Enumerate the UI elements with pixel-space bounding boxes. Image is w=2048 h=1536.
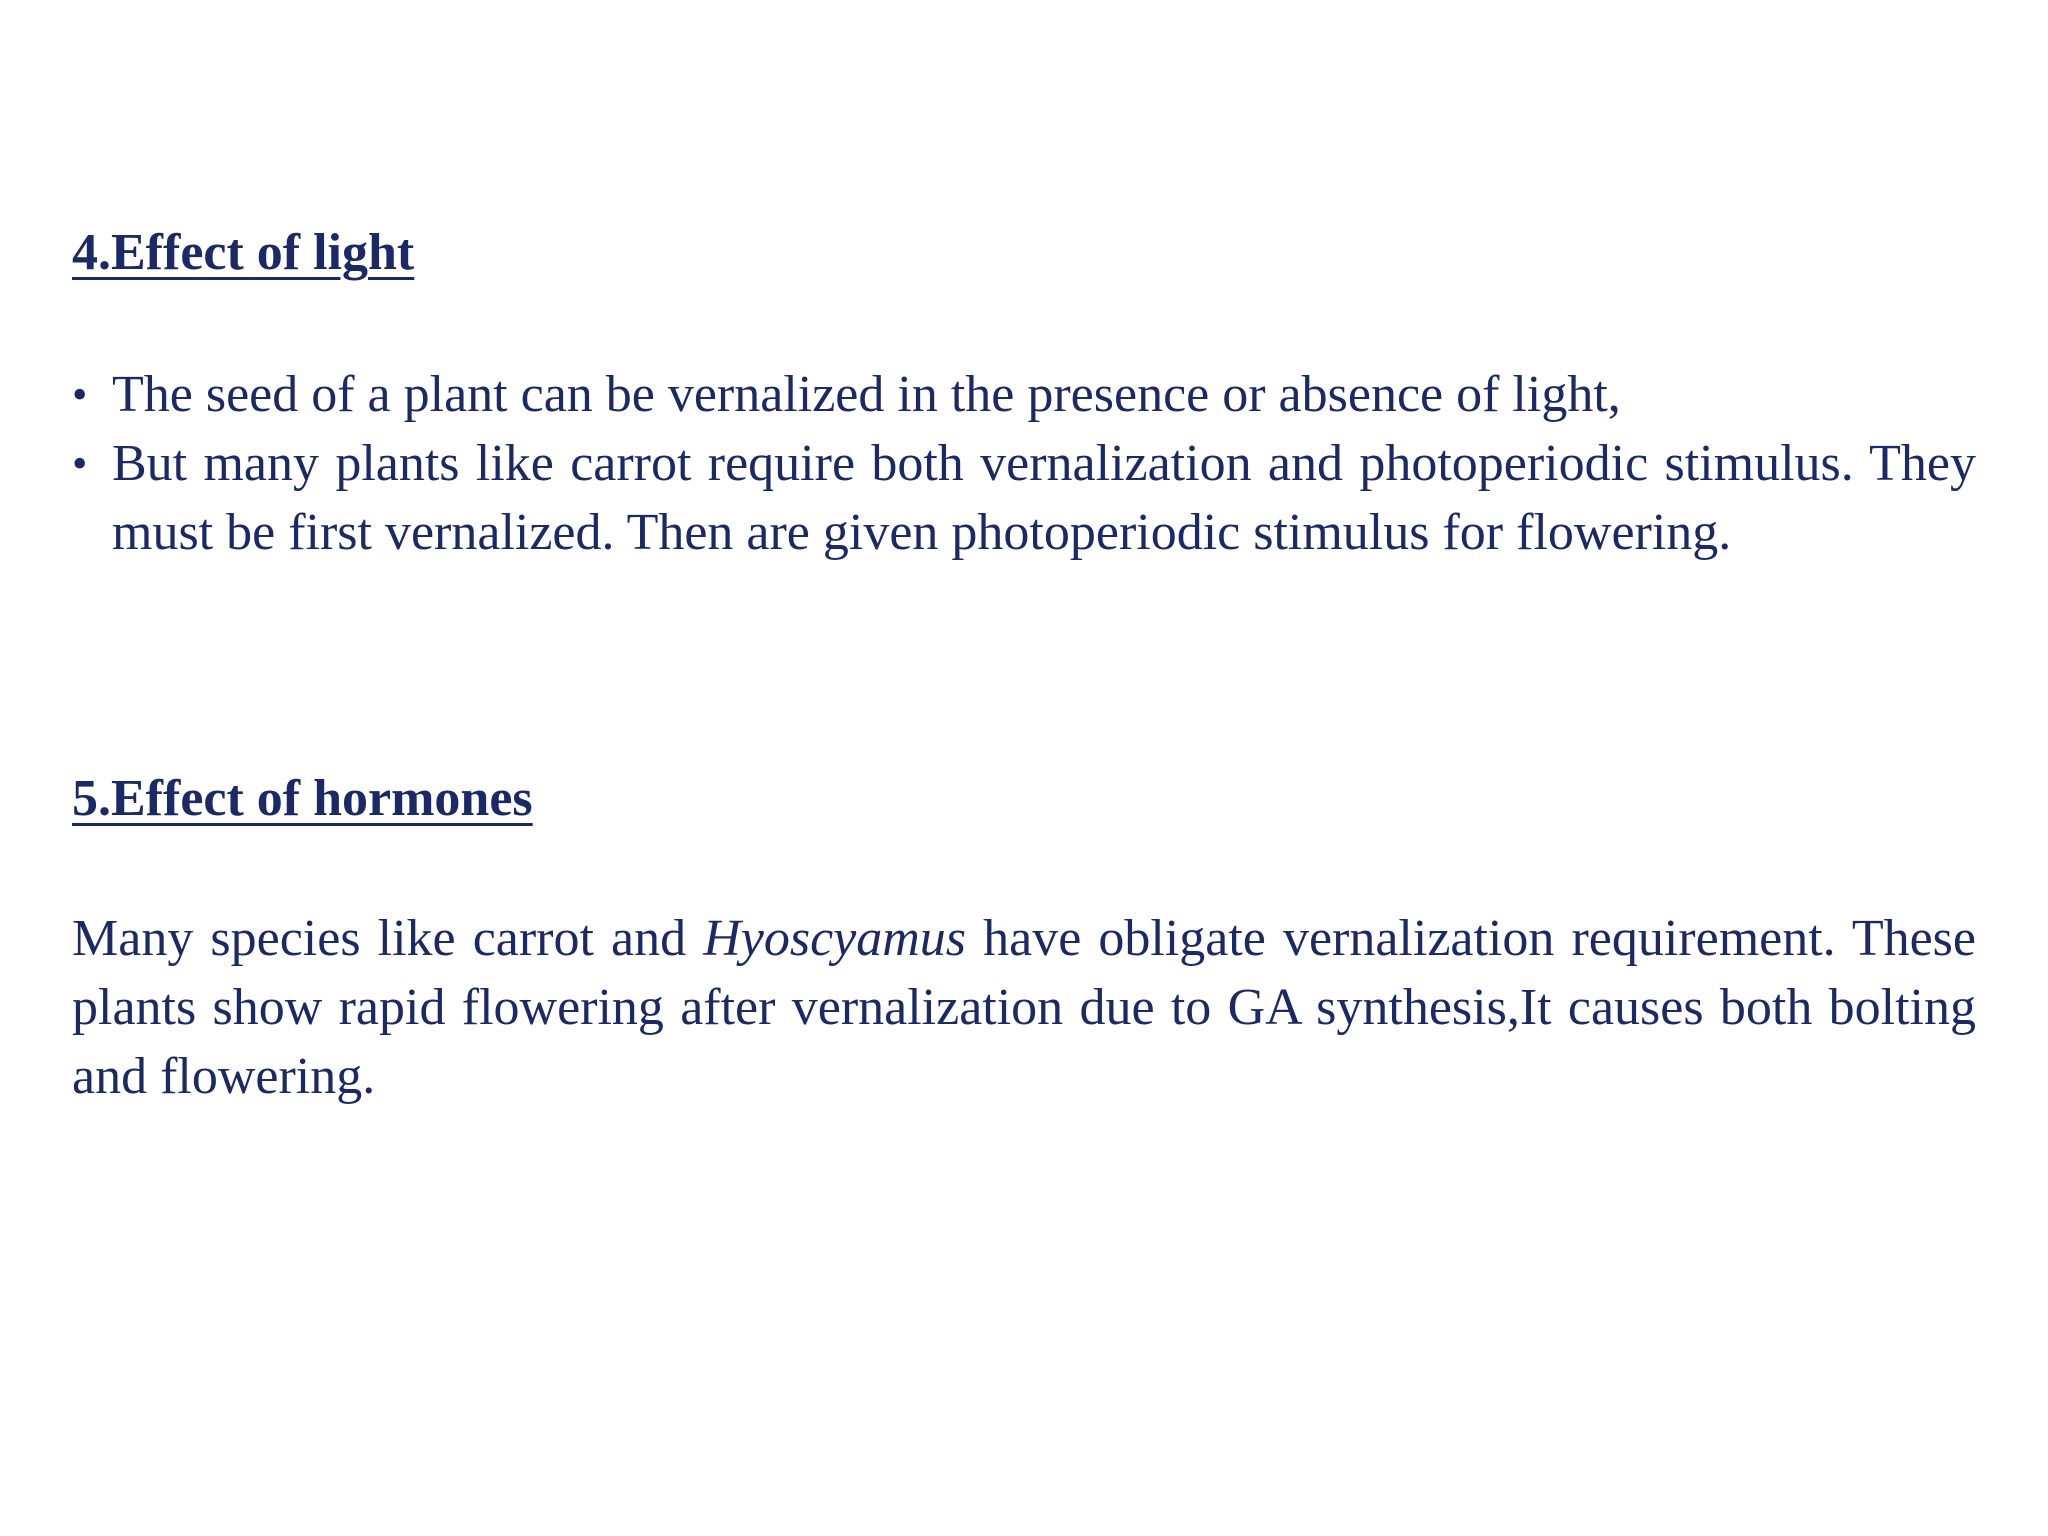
bullet-text: The seed of a plant can be vernalized in the presence or absence of light, bbox=[112, 366, 1621, 423]
bullet-icon: • bbox=[72, 439, 88, 488]
hormones-paragraph bbox=[72, 904, 1976, 1111]
bullet-text: But many plants like carrot require both vernalization and photoperiodic stimulus. They must be first vernalized. Then are given photoperiodic stimulus for flowering. bbox=[112, 435, 1976, 561]
list-item bbox=[72, 429, 1976, 567]
bullet-icon: • bbox=[72, 370, 88, 419]
paragraph-text-end: have obligate vernalization requirement. These plants show rapid flowering after vernalization due to GA synthesis,It causes both bolting and flowering. bbox=[72, 910, 1976, 1105]
paragraph-text-start: Many species like carrot and bbox=[72, 910, 704, 967]
bullet-list bbox=[72, 360, 1976, 567]
list-item bbox=[72, 360, 1976, 429]
section-heading-light: 4.Effect of light bbox=[72, 224, 415, 281]
section-heading-hormones: 5.Effect of hormones bbox=[72, 770, 533, 827]
species-name-italic: Hyoscyamus bbox=[703, 910, 967, 967]
